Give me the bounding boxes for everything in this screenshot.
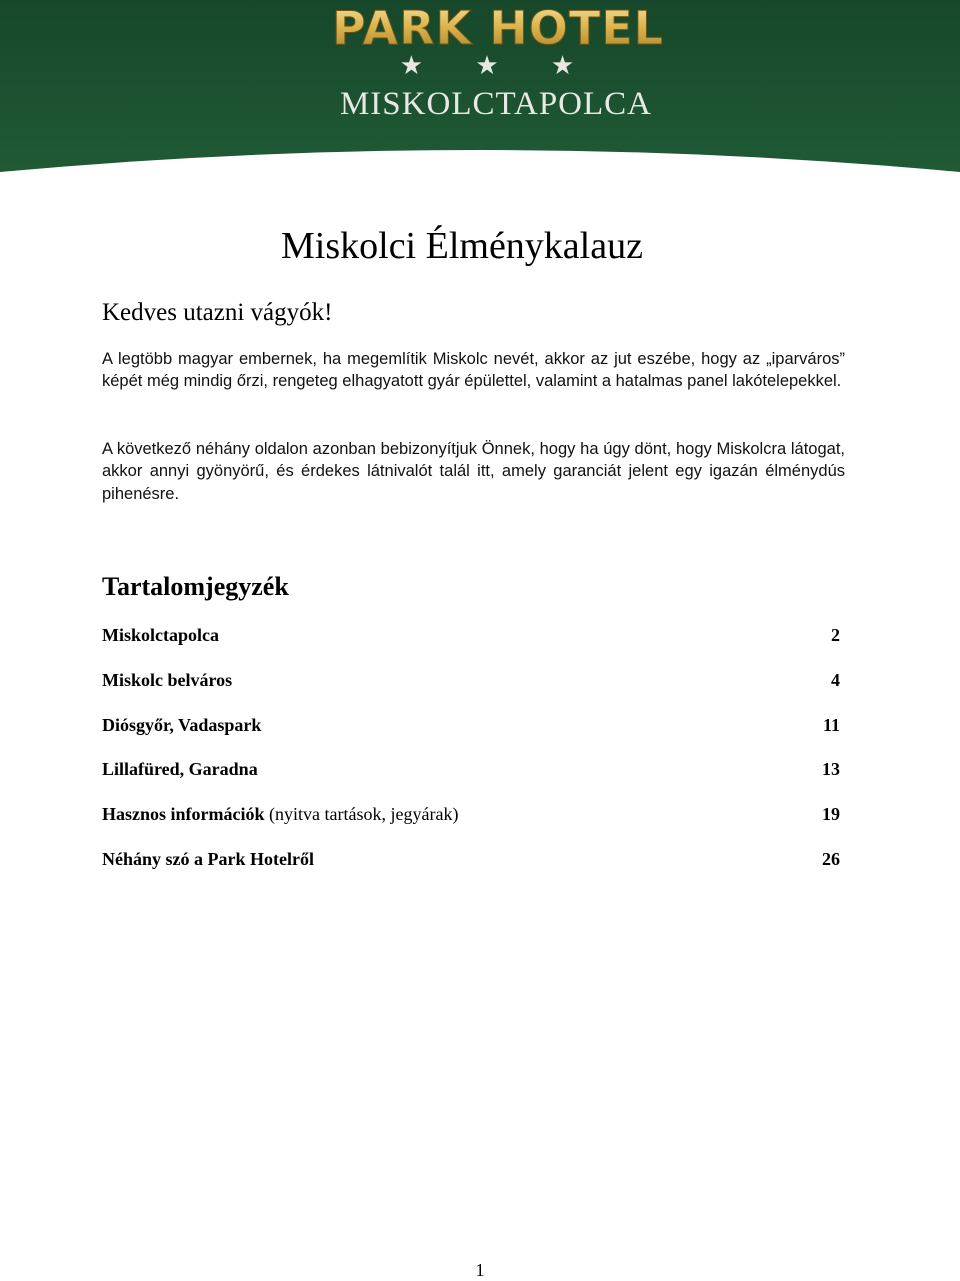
hotel-banner xyxy=(0,0,960,175)
logo-title: PARK HOTEL xyxy=(332,1,664,55)
logo-subtitle: MISKOLCTAPOLCA xyxy=(339,86,653,122)
toc-entry-label: Miskolc belváros xyxy=(102,669,233,690)
toc-heading: Tartalomjegyzék xyxy=(102,572,289,601)
logo-stars-icon: ★ ★ ★ xyxy=(399,51,597,81)
toc-entry-page: 13 xyxy=(822,759,840,780)
toc-entry-note: (nyitva tartások, jegyárak) xyxy=(264,804,459,825)
toc-entry-label: Diósgyőr, Vadaspark xyxy=(102,714,262,735)
toc-entry-label: Hasznos információk xyxy=(102,804,265,825)
toc-entry[interactable] xyxy=(102,711,840,756)
intro-paragraph: A legtöbb magyar embernek, ha megemlítik Miskolc nevét, akkor az jut eszébe, hogy az „iparváros” képét még mindig őrzi, rengeteg elhagyatott gyár épülettel, valamint a hatalmas panel lakótelepekkel. xyxy=(102,350,845,391)
promise-paragraph: A következő néhány oldalon azonban bebizonyítjuk Önnek, hogy ha úgy dönt, hogy Miskolcra látogat, akkor annyi gyönyörű, és érdekes látnivalót talál itt, amely garanciát jelent egy igazán élménydús pihenésre. xyxy=(102,440,845,503)
document-title: Miskolci Élménykalauz xyxy=(281,225,643,267)
toc-entry-label: Lillafüred, Garadna xyxy=(102,759,258,780)
toc-entry-label: Néhány szó a Park Hotelről xyxy=(102,848,314,869)
toc-entry-page: 4 xyxy=(831,669,840,690)
toc-entry[interactable] xyxy=(102,845,840,890)
toc-entry-page: 11 xyxy=(822,714,840,735)
greeting-heading: Kedves utazni vágyók! xyxy=(102,299,333,326)
toc-entry[interactable] xyxy=(102,666,840,711)
toc-entry[interactable] xyxy=(102,800,840,845)
table-of-contents xyxy=(102,621,840,890)
toc-entry-page: 19 xyxy=(822,804,840,825)
page-number: 1 xyxy=(475,1260,485,1280)
toc-entry-page: 26 xyxy=(822,848,840,869)
banner-graphic xyxy=(0,0,960,175)
toc-entry-page: 2 xyxy=(831,625,840,645)
toc-entry-label: Miskolctapolca xyxy=(102,625,219,645)
toc-entry[interactable] xyxy=(102,621,840,666)
toc-entry[interactable] xyxy=(102,755,840,800)
